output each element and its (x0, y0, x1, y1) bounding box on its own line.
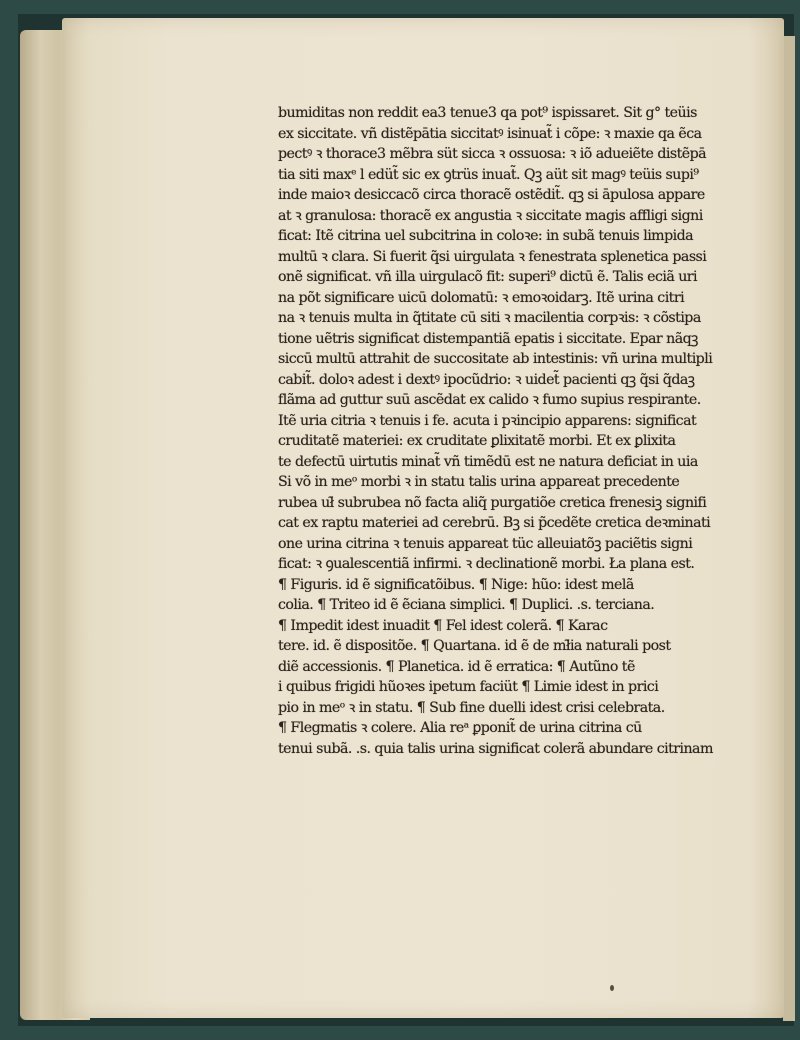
text-line: ¶ Flegmatis ꝛ colere. Alia reᵃ ꝑponit̃ de urina citrina cū (278, 720, 642, 736)
text-line: na ꝛ tenuis multa in q̃titate cū siti ꝛ macilentia corpꝛis: ꝛ cõstipa (278, 310, 701, 326)
text-line: tione uẽtris significat distempantiã epatis i siccitate. Epar nãqꝫ (278, 330, 698, 347)
text-line: onẽ significat. vñ illa uirgulacõ fit: superi⁹ dictū ẽ. Talis eciã uri (278, 269, 697, 285)
text-line: at ꝛ granulosa: thoracẽ ex angustia ꝛ siccitate magis affligi signi (278, 207, 703, 224)
text-line: Itẽ uria citria ꝛ tenuis i fe. acuta i pꝛincipio apparens: significat (278, 412, 697, 429)
text-line: ¶ Impedit idest inuadit ¶ Fel idest colerã. ¶ Karac (278, 617, 608, 634)
text-line: pio in meᵒ ꝛ in statu. ¶ Sub fine duelli idest crisi celebrata. (278, 699, 665, 716)
text-line: te defectū uirtutis minat̃ vñ timẽdū est ne natura deficiat in uia (278, 453, 698, 470)
text-line: flãma ad guttur suū ascẽdat ex calido ꝛ fumo supius respirante. (278, 392, 701, 408)
text-line: pectꝰ ꝛ thorace3 mẽbra süt sicca ꝛ ossuosa: ꝛ iõ adueiẽte distẽpā (278, 146, 707, 162)
text-line: inde maioꝛ desiccacõ circa thoracẽ ostẽdit̃. qꝫ si āpulosa appare (278, 187, 705, 203)
text-line: ficat: Itẽ citrina uel subcitrina in coloꝛe: in subã tenuis limpida (278, 228, 694, 244)
text-line: ¶ Figuris. id ẽ significatõibus. ¶ Nige: hũo: idest melã (278, 576, 634, 593)
text-line: tenui subã. .s. quia talis urina significat colerã abundare citrinam (278, 740, 713, 757)
ink-speck (610, 985, 614, 991)
text-line: cat ex raptu materiei ad cerebrū. Bꝫ si p̃cedẽte cretica deꝛminati (278, 515, 711, 531)
text-line: rubea uł̃ subrubea nõ facta aliq̃ purgatiõe cretica frenesiꝫ signifi (278, 494, 707, 511)
text-line: diẽ accessionis. ¶ Planetica. id ẽ erratica: ¶ Autũno tẽ (278, 658, 635, 675)
text-line: na põt significare uicū dolomatū: ꝛ emoꝛoidarꝫ. Itẽ urina citri (278, 289, 685, 306)
text-line: ficat: ꝛ ꝯualescentiã infirmi. ꝛ declinationẽ morbi. Ła plana est. (278, 556, 695, 572)
text-line: one urina citrina ꝛ tenuis appareat tüc alleuiatõꝫ paciẽtis signi (278, 535, 693, 552)
text-line: Si võ in meᵒ morbi ꝛ in statu talis urina appareat precedente (278, 474, 680, 490)
text-line: i quibus frigidi hũoꝛes ipetum faciüt ¶ Limie idest in prici (278, 679, 659, 695)
text-line: tia siti maxᵉ l edüt̃ sic ex ꝯtrüs inuat̃. Qꝫ aüt sit magꝰ teüis supi⁹ (278, 166, 699, 183)
text-line: multū ꝛ clara. Si fuerit q̃si uirgulata ꝛ fenestrata splenetica passi (278, 248, 707, 265)
text-line: tere. id. ẽ dispositõe. ¶ Quartana. id ẽ de mł̃ia naturali post (278, 638, 671, 654)
text-line: bumiditas non reddit ea3 tenue3 qa pot⁹ ispissaret. Sit g° teüis (278, 105, 697, 121)
text-line: siccū multū attrahit de succositate ab intestinis: vñ urina multipli (278, 351, 713, 367)
page-right-edge (783, 36, 795, 1021)
text-line: colia. ¶ Triteo id ẽ ẽciana simplici. ¶ Duplici. .s. terciana. (278, 597, 655, 613)
text-line: cruditatẽ materiei: ex cruditate ꝑlixitatẽ morbi. Et ex ꝑlixita (278, 433, 676, 449)
text-column (278, 103, 718, 759)
text-line: ex siccitate. vñ distẽpātia siccitatꝰ isinuat̃ i cõpe: ꝛ maxie qa ẽca (278, 125, 702, 142)
text-line: cabit̃. doloꝛ adest i dextꝰ ipocũdrio: ꝛ uidet̃ pacienti qꝫ q̃si q̃daꝫ (278, 371, 695, 388)
